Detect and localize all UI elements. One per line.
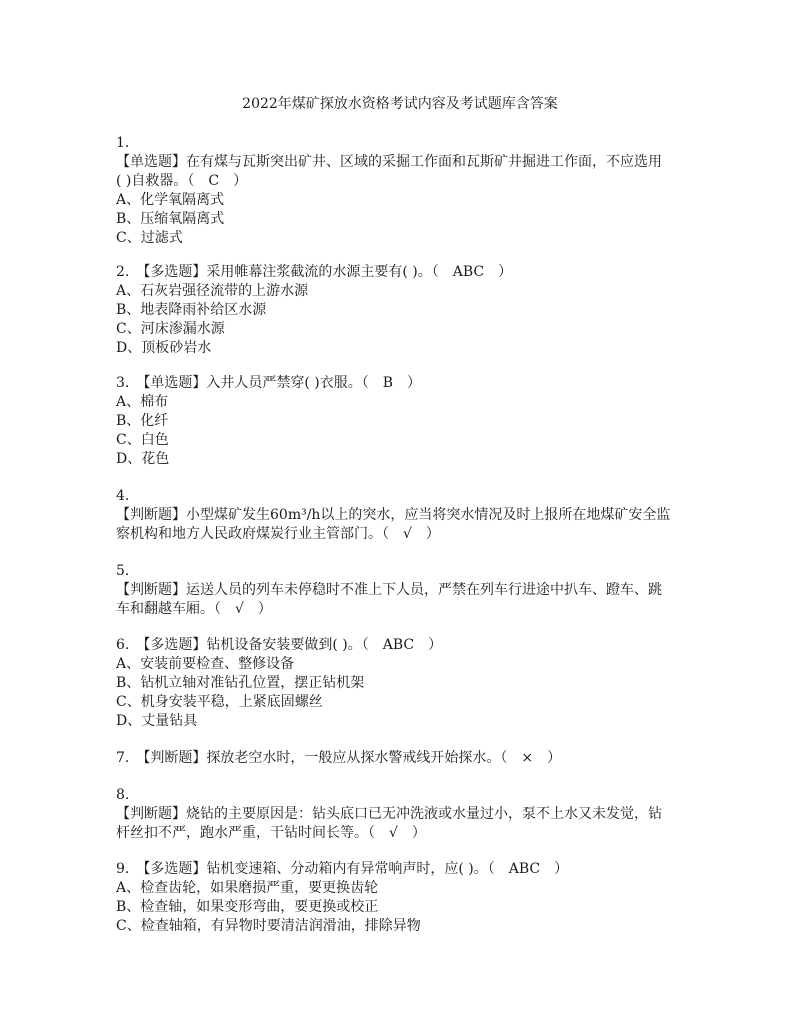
question-8-text: 【判断题】烧钻的主要原因是：钻头底口已无冲洗液或水量过小，泵不上水又未发觉，钻 [116,806,662,822]
question-1-answer: ( )自救器。（ C ） [116,173,248,189]
question-8-answer: 杆丝扣不严，跑水严重，干钻时间长等。（ √ ） [116,825,426,841]
question-3-option-c: C、白色 [116,432,169,448]
question-6-option-a: A、安装前要检查、整修设备 [116,656,295,672]
question-1-text: 【单选题】在有煤与瓦斯突出矿井、区域的采掘工作面和瓦斯矿井掘进工作面，不应选用 [116,154,662,170]
question-7-text: 7. 【判断题】探放老空水时，一般应从探水警戒线开始探水。（ × ） [116,750,562,766]
question-6-option-b: B、钻机立轴对准钻孔位置，摆正钻机架 [116,675,365,691]
question-4-text: 【判断题】小型煤矿发生60m³/h以上的突水，应当将突水情况及时上报所在地煤矿安全监 [116,507,671,523]
question-2-option-b: B、地表降雨补给区水源 [116,302,267,318]
question-3-option-a: A、棉布 [116,394,169,410]
question-1-number: 1. [116,135,130,151]
question-1-option-b: B、压缩氧隔离式 [116,211,225,227]
question-6-text: 6. 【多选题】钻机设备安装要做到( )。（ ABC ） [116,637,443,653]
question-5-number: 5. [116,563,130,579]
question-3-option-d: D、花色 [116,451,170,467]
question-9-text: 9. 【多选题】钻机变速箱、分动箱内有异常响声时，应( )。（ ABC ） [116,861,569,877]
question-2-option-d: D、顶板砂岩水 [116,340,212,356]
question-6-option-c: C、机身安装平稳，上紧底固螺丝 [116,694,323,710]
question-8-number: 8. [116,787,130,803]
question-1-option-c: C、过滤式 [116,230,183,246]
question-4-number: 4. [116,488,130,504]
question-3-option-b: B、化纤 [116,413,169,429]
question-9-option-b: B、检查轴，如果变形弯曲，要更换或校正 [116,899,379,915]
question-2-option-a: A、石灰岩强径流带的上游水源 [116,283,309,299]
question-9-option-c: C、检查轴箱，有异物时要清洁润滑油，排除异物 [116,918,421,934]
question-2-text: 2. 【多选题】采用帷幕注浆截流的水源主要有( )。（ ABC ） [116,264,513,280]
question-5-answer: 车和翻越车厢。（ √ ） [116,601,272,617]
question-2-option-c: C、河床渗漏水源 [116,321,225,337]
question-6-option-d: D、丈量钻具 [116,713,198,729]
document-title: 2022年煤矿探放水资格考试内容及考试题库含答案 [242,96,558,112]
question-3-text: 3. 【单选题】入井人员严禁穿( )衣服。（ B ） [116,375,422,391]
question-5-text: 【判断题】运送人员的列车未停稳时不准上下人员，严禁在列车行进途中扒车、蹬车、跳 [116,582,662,598]
question-1-option-a: A、化学氧隔离式 [116,192,225,208]
question-4-answer: 察机构和地方人民政府煤炭行业主管部门。（ √ ） [116,526,440,542]
question-9-option-a: A、检查齿轮，如果磨损严重，要更换齿轮 [116,880,379,896]
